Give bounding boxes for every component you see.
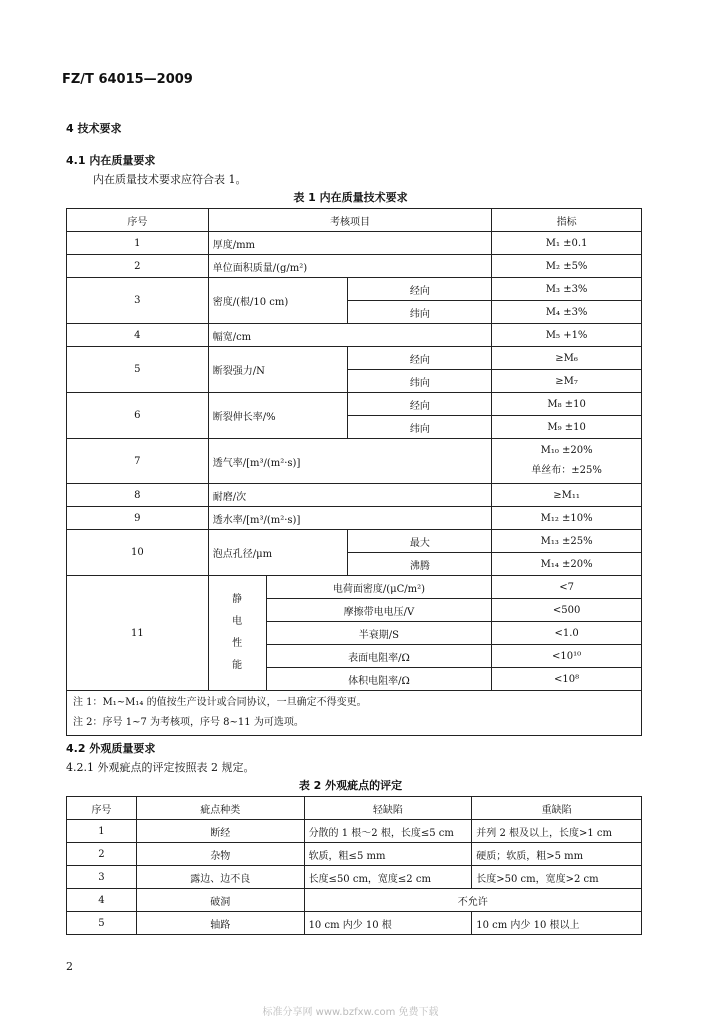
table-row [67,255,642,278]
table1-note-1: 注 1：M₁~M₁₄ 的值按生产设计或合同协议，一旦确定不得变更。 [73,697,367,708]
row-subitem: 纬向 [348,416,492,439]
table-row [67,843,642,866]
row-heavy: 硬质；软质，粗>5 mm [472,843,642,866]
page-number: 2 [66,960,73,973]
row-value: M₂ ±5% [492,255,642,278]
row-item: 厚度/mm [208,232,492,255]
table-row [67,530,642,553]
table1-header-value: 指标 [492,209,642,232]
table-row [67,866,642,889]
table1-note-2: 注 2：序号 1~7 为考核项，序号 8~11 为可选项。 [73,717,304,728]
row-heavy: 10 cm 内少 10 根以上 [472,912,642,935]
row-value: <7 [492,576,642,599]
row-no: 8 [67,484,209,507]
row-value: <10¹⁰ [492,645,642,668]
row-heavy: 并列 2 根及以上，长度>1 cm [472,820,642,843]
row-no: 7 [67,439,209,484]
row-value: M₁₃ ±25% [492,530,642,553]
table-row [67,439,642,484]
table-row [67,393,642,416]
row-item: 泡点孔径/μm [208,530,348,576]
row-no: 1 [67,232,209,255]
row-value: ≥M₁₁ [492,484,642,507]
table-row [67,324,642,347]
row-subitem: 纬向 [348,301,492,324]
row-item: 单位面积质量/(g/m²) [208,255,492,278]
row-no: 10 [67,530,209,576]
row-value: M₈ ±10 [492,393,642,416]
row-value [492,439,642,484]
row-value: ≥M₆ [492,347,642,370]
row-value: <1.0 [492,622,642,645]
section-4-1-heading: 4.1 内在质量要求 [66,154,156,167]
row-no: 3 [67,866,137,889]
row-value: <10⁸ [492,668,642,691]
row-item: 断裂伸长率/% [208,393,348,439]
row-no: 9 [67,507,209,530]
table1 [66,208,642,736]
row-no: 4 [67,324,209,347]
row-subitem: 经向 [348,347,492,370]
row-kind: 轴路 [136,912,304,935]
row-kind: 断经 [136,820,304,843]
table2-header-kind: 疵点种类 [136,797,304,820]
row-no: 3 [67,278,209,324]
row-no: 5 [67,912,137,935]
table-row [67,820,642,843]
table-row [67,889,642,912]
row-value: M₁₂ ±10% [492,507,642,530]
table1-header-row [67,209,642,232]
table2-header-light: 轻缺陷 [304,797,472,820]
row-item: 断裂强力/N [208,347,348,393]
table2 [66,796,642,935]
group-char: 能 [232,660,243,671]
row-no: 4 [67,889,137,912]
row-no: 2 [67,843,137,866]
row-light: 软质，粗≤5 mm [304,843,472,866]
row-subitem: 沸腾 [348,553,492,576]
table1-header-no: 序号 [67,209,209,232]
row-kind: 破洞 [136,889,304,912]
row-item: 幅宽/cm [208,324,492,347]
table1-notes [67,691,642,736]
row-subitem: 体积电阻率/Ω [266,668,492,691]
group-char: 电 [232,616,243,627]
row-merged: 不允许 [304,889,641,912]
row-no: 1 [67,820,137,843]
row-kind: 杂物 [136,843,304,866]
table2-header-row [67,797,642,820]
row-subitem: 摩擦带电电压/V [266,599,492,622]
row-subitem: 纬向 [348,370,492,393]
row-no: 5 [67,347,209,393]
row-subitem: 表面电阻率/Ω [266,645,492,668]
section-4-heading: 4 技术要求 [66,122,122,135]
table2-header-heavy: 重缺陷 [472,797,642,820]
row-subitem: 经向 [348,278,492,301]
row-value: M₃ ±3% [492,278,642,301]
row-value: M₅ +1% [492,324,642,347]
document-header: FZ/T 64015—2009 [62,72,193,87]
row-subitem: 半衰期/S [266,622,492,645]
static-group-label [208,576,266,691]
row-value: ≥M₇ [492,370,642,393]
table-row [67,484,642,507]
row-no: 2 [67,255,209,278]
row-no: 6 [67,393,209,439]
row-item: 透水率/[m³/(m²·s)] [208,507,492,530]
row-value: M₁ ±0.1 [492,232,642,255]
table1-notes-row [67,691,642,736]
table1-caption: 表 1 内在质量技术要求 [293,191,408,204]
row-no: 11 [67,576,209,691]
row-value-line1: M₁₀ ±20% [540,445,593,456]
table-row [67,576,642,599]
row-kind: 露边、边不良 [136,866,304,889]
row-value: M₁₄ ±20% [492,553,642,576]
row-subitem: 最大 [348,530,492,553]
table2-header-no: 序号 [67,797,137,820]
row-subitem: 经向 [348,393,492,416]
row-value: M₄ ±3% [492,301,642,324]
row-item: 透气率/[m³/(m²·s)] [208,439,492,484]
row-value-line2: 单丝布：±25% [531,465,602,476]
table-row [67,232,642,255]
row-light: 分散的 1 根～2 根，长度≤5 cm [304,820,472,843]
watermark: 标准分享网 www.bzfxw.com 免费下载 [262,1007,439,1018]
row-heavy: 长度>50 cm，宽度>2 cm [472,866,642,889]
group-char: 性 [232,638,243,649]
table-row [67,912,642,935]
row-value: <500 [492,599,642,622]
table1-header-item: 考核项目 [208,209,492,232]
row-light: 长度≤50 cm，宽度≤2 cm [304,866,472,889]
table2-caption: 表 2 外观疵点的评定 [298,779,403,792]
table-row [67,347,642,370]
row-light: 10 cm 内少 10 根 [304,912,472,935]
section-4-2-1-text: 4.2.1 外观疵点的评定按照表 2 规定。 [66,761,255,774]
row-value: M₉ ±10 [492,416,642,439]
row-item: 密度/(根/10 cm) [208,278,348,324]
table-row [67,278,642,301]
row-subitem: 电荷面密度/(μC/m²) [266,576,492,599]
group-char: 静 [232,594,243,605]
section-4-1-text: 内在质量技术要求应符合表 1。 [93,173,247,186]
section-4-2-heading: 4.2 外观质量要求 [66,742,156,755]
row-item: 耐磨/次 [208,484,492,507]
table-row [67,507,642,530]
